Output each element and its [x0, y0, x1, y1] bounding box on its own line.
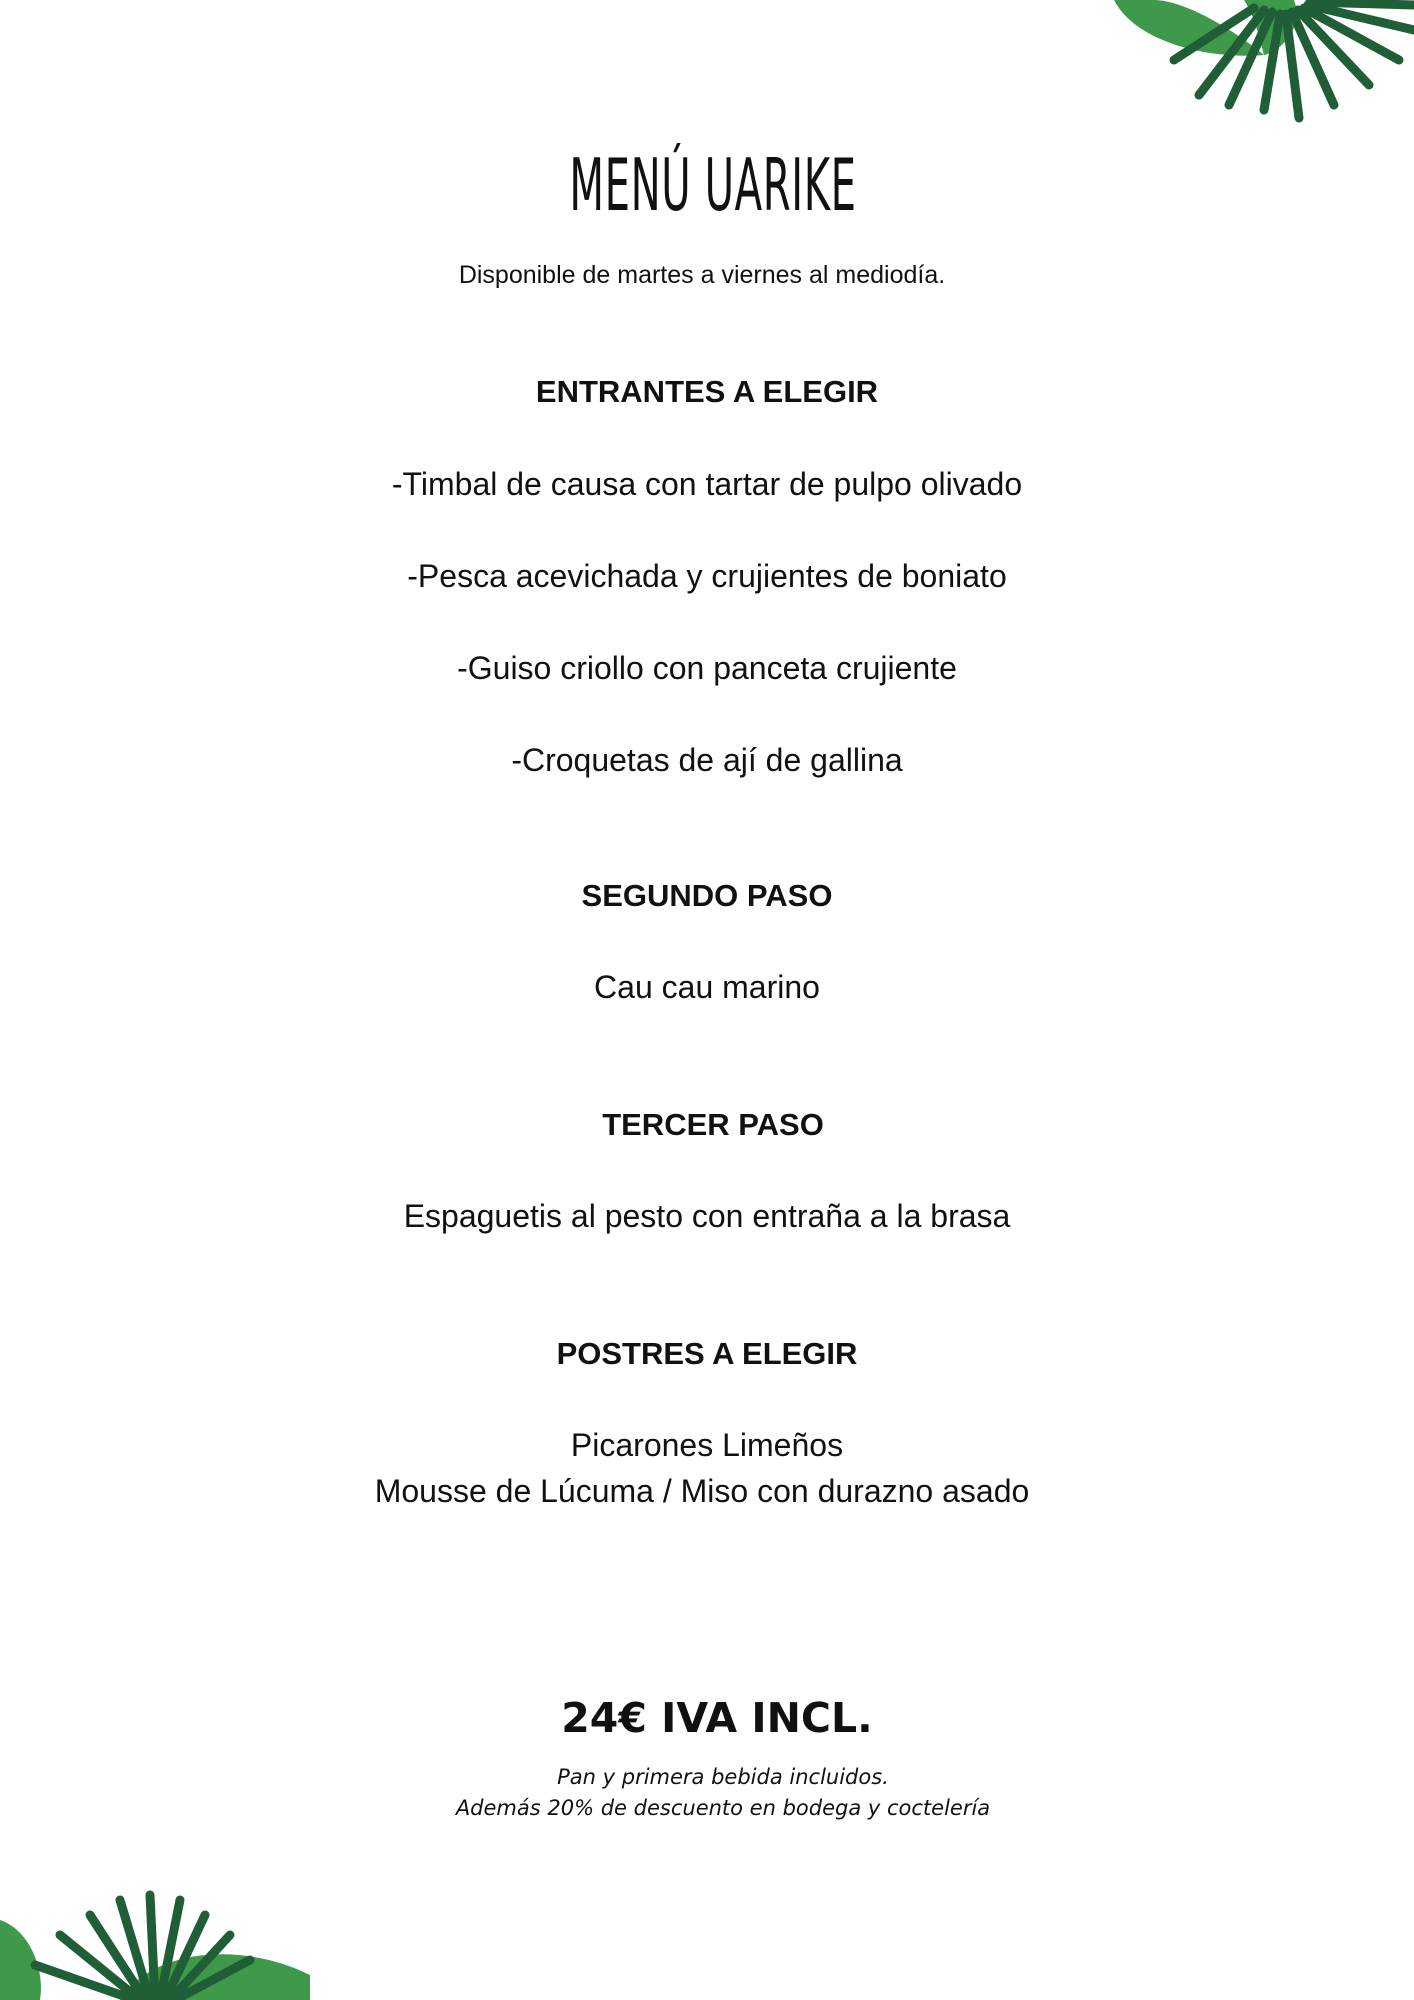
price-label: 24€ IVA INCL. [561, 1694, 873, 1742]
menu-item: -Pesca acevichada y crujientes de boniato [407, 558, 1007, 594]
menu-title: MENÚ UARIKE [569, 143, 857, 227]
palm-leaves-bottom-icon [0, 1880, 320, 2000]
price-note: Además 20% de descuento en bodega y coctelería [455, 1796, 991, 1820]
menu-item: Cau cau marino [594, 969, 820, 1005]
section-heading-postres: POSTRES A ELEGIR [556, 1336, 858, 1371]
menu-item: -Timbal de causa con tartar de pulpo olivado [391, 466, 1023, 502]
palm-leaves-top-icon [1114, 0, 1414, 130]
price-note: Pan y primera bebida incluidos. [557, 1765, 889, 1789]
menu-item: -Croquetas de ají de gallina [511, 742, 903, 778]
section-heading-entrantes: ENTRANTES A ELEGIR [535, 374, 879, 409]
menu-item: Espaguetis al pesto con entraña a la brasa [403, 1198, 1011, 1234]
menu-item: Picarones Limeños [570, 1427, 844, 1463]
menu-item: Mousse de Lúcuma / Miso con durazno asado [374, 1473, 1030, 1509]
section-heading-segundo-paso: SEGUNDO PASO [581, 878, 833, 913]
menu-item: -Guiso criollo con panceta crujiente [457, 650, 957, 686]
section-heading-tercer-paso: TERCER PASO [602, 1107, 824, 1142]
availability-subtitle: Disponible de martes a viernes al mediodía. [458, 261, 946, 289]
